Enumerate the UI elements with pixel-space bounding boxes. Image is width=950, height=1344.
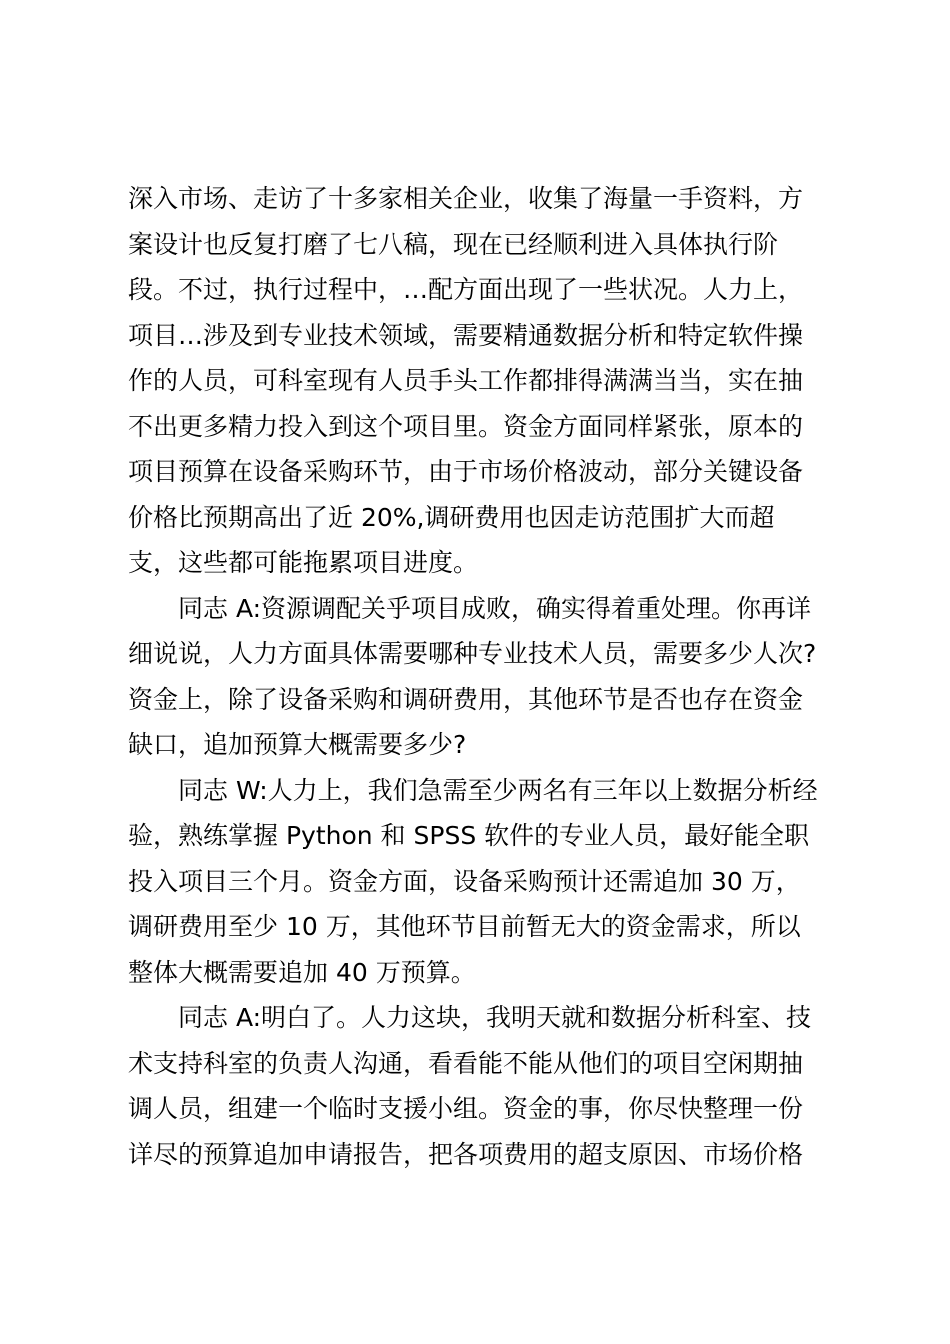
- text-line: 术支持科室的负责人沟通，看看能不能从他们的项目空闲期抽: [128, 1048, 804, 1078]
- document-body: [128, 176, 848, 1177]
- text-line: 项目…涉及到专业技术领域，需要精通数据分析和特定软件操: [128, 320, 804, 350]
- text-line: 资金上，除了设备采购和调研费用，其他环节是否也存在资金: [128, 684, 804, 714]
- text-line: 调研费用至少 10 万，其他环节目前暂无大的资金需求，所以: [128, 912, 801, 941]
- text-line: 整体大概需要追加 40 万预算。: [128, 957, 476, 987]
- text-line: 支，这些都可能拖累项目进度。: [128, 548, 479, 577]
- text-line: 细说说，人力方面具体需要哪种专业技术人员，需要多少人次?: [128, 639, 817, 668]
- text-line: 作的人员，可科室现有人员手头工作都排得满满当当，实在抽: [128, 366, 804, 395]
- text-line: 详尽的预算追加申请报告，把各项费用的超支原因、市场价格: [128, 1139, 804, 1169]
- text-line: 段。不过，执行过程中，…配方面出现了一些状况。人力上，: [128, 275, 804, 304]
- text-line: 案设计也反复打磨了七八稿，现在已经顺利进入具体执行阶: [128, 229, 779, 259]
- text-line: 价格比预期高出了近 20%,调研费用也因走访范围扩大而超: [128, 502, 775, 532]
- text-line: 验，熟练掌握 Python 和 SPSS 软件的专业人员，最好能全职: [128, 821, 810, 850]
- text-line: 项目预算在设备采购环节，由于市场价格波动，部分关键设备: [128, 457, 804, 486]
- paragraph-start-line: 同志 A:明白了。人力这块，我明天就和数据分析科室、技: [178, 1003, 812, 1032]
- paragraph-start-line: 同志 W:人力上，我们急需至少两名有三年以上数据分析经: [178, 775, 818, 805]
- text-line: 缺口，追加预算大概需要多少?: [128, 730, 467, 759]
- text-line: 投入项目三个月。资金方面，设备采购预计还需追加 30 万，: [128, 866, 801, 896]
- text-line: 深入市场、走访了十多家相关企业，收集了海量一手资料，方: [128, 184, 804, 213]
- text-line: 调人员，组建一个临时支援小组。资金的事，你尽快整理一份: [128, 1094, 804, 1123]
- paragraph-start-line: 同志 A:资源调配关乎项目成败，确实得着重处理。你再详: [178, 593, 812, 623]
- text-line: 不出更多精力投入到这个项目里。资金方面同样紧张，原本的: [128, 411, 804, 441]
